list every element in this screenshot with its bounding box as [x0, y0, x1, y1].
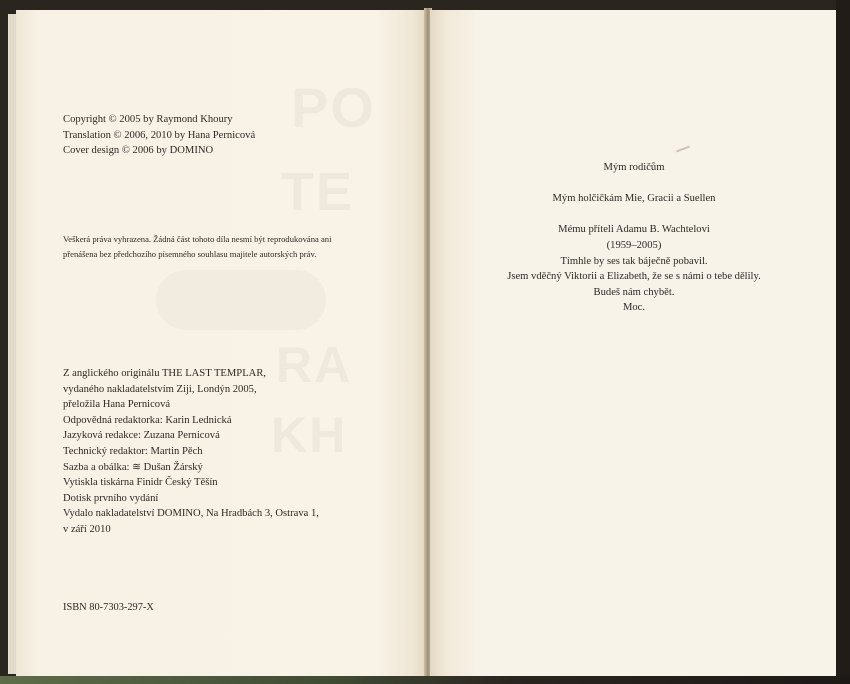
translation-line: Translation © 2006, 2010 by Hana Pernicová [63, 129, 256, 141]
rights-line: Veškerá práva vyhrazena. Žádná část tohoto díla nesmí být reprodukována ani [63, 234, 332, 244]
isbn: ISBN 80-7303-297-X [63, 602, 154, 613]
credits-line: Sazba a obálka: ≋ Dušan Žárský [63, 461, 203, 473]
credits-line: Dotisk prvního vydání [63, 492, 159, 504]
rights-notice [63, 232, 331, 261]
show-through-text: PO [291, 76, 376, 139]
dedication-line: Jsem vděčný Viktorii a Elizabeth, že se s námi o tebe dělily. [507, 271, 761, 283]
credits-block [63, 366, 319, 538]
dedication-line: Mému příteli Adamu B. Wachtelovi [558, 224, 710, 236]
credits-line: v září 2010 [63, 523, 111, 535]
credits-line: Jazyková redakce: Zuzana Pernicová [63, 430, 220, 442]
dedication-line: Moc. [622, 302, 646, 314]
dedication-line: Mým holčičkám Mie, Gracii a Suellen [552, 193, 716, 205]
credits-line: Vydalo nakladatelství DOMINO, Na Hradbách 3, Ostrava 1, [63, 508, 319, 520]
rights-line: přenášena bez předchozího písemného souhlasu majitele autorských práv. [63, 248, 317, 259]
dedication-gap [430, 207, 838, 223]
left-page [16, 10, 426, 676]
copyright-block [63, 112, 255, 159]
page-edges [8, 14, 16, 674]
cover-design-line: Cover design © 2006 by DOMINO [63, 145, 214, 157]
copyright-line: Copyright © 2005 by Raymond Khoury [63, 114, 233, 125]
show-through-text: KH [271, 407, 348, 463]
book-cover-bottom [0, 676, 850, 684]
credits-line: přeložila Hana Pernicová [63, 399, 171, 411]
dedication-gap [430, 176, 838, 192]
dedication-line: Tímhle by ses tak báječně pobavil. [560, 255, 708, 267]
credits-line: Odpovědná redaktorka: Karin Lednická [63, 414, 232, 426]
dedication-line: (1959–2005) [606, 239, 662, 251]
credits-line: Technický redaktor: Martin Pěch [63, 445, 203, 457]
show-through-text: TE [281, 162, 355, 222]
book-cover-edge [836, 0, 850, 684]
show-through-emblem [156, 270, 326, 330]
credits-line: Vytiskla tiskárna Finidr Český Těšín [63, 477, 218, 489]
dedication-line: Budeš nám chybět. [593, 286, 675, 298]
credits-line: Z anglického originálu THE LAST TEMPLAR, [63, 368, 267, 379]
dedication-line: Mým rodičům [603, 162, 665, 173]
show-through-text: RA [276, 337, 353, 393]
credits-line: vydaného nakladatelstvím Ziji, Londýn 2005, [63, 383, 257, 395]
dedication-block [430, 160, 838, 316]
right-page [430, 10, 838, 676]
